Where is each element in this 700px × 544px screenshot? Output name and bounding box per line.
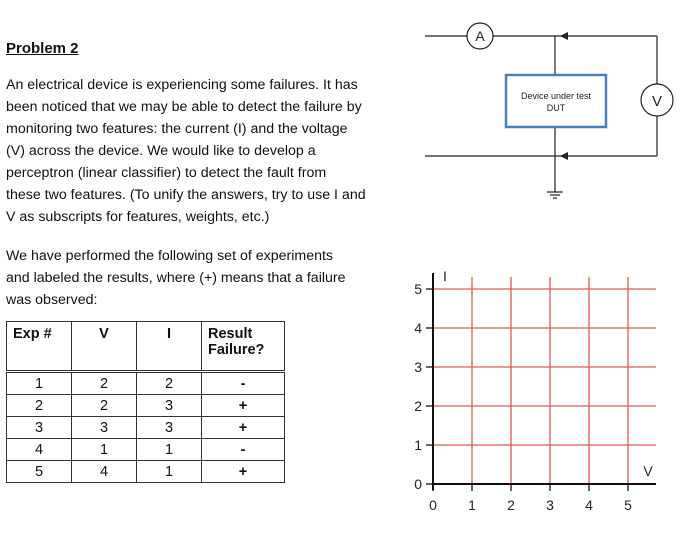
experiments-intro — [6, 245, 416, 311]
cell-i: 3 — [137, 417, 202, 439]
y-tick-label: 2 — [414, 398, 422, 414]
text-line: V as subscripts for features, weights, etc.) — [6, 209, 270, 225]
y-tick-label: 0 — [414, 476, 422, 492]
tick-marks — [414, 281, 632, 513]
table-row — [7, 417, 285, 439]
voltmeter-label: V — [651, 93, 663, 110]
ammeter-label: A — [475, 28, 485, 44]
arrow-icon — [560, 152, 568, 160]
x-tick-label: 4 — [585, 497, 593, 513]
cell-exp: 1 — [7, 372, 72, 395]
y-axis-label: I — [443, 268, 447, 284]
header-result: Result Failure? — [202, 322, 285, 372]
cell-exp: 5 — [7, 461, 72, 483]
text-line: been noticed that we may be able to detect the failure by — [6, 99, 362, 115]
cell-v: 2 — [72, 395, 137, 417]
cell-result: + — [202, 417, 285, 439]
text-line: (V) across the device. We would like to develop a — [6, 143, 316, 159]
y-tick-label: 4 — [414, 320, 422, 336]
table-row — [7, 461, 285, 483]
cell-i: 1 — [137, 461, 202, 483]
y-tick-label: 1 — [414, 437, 422, 453]
arrow-icon — [560, 32, 568, 40]
cell-i: 3 — [137, 395, 202, 417]
table-row — [7, 439, 285, 461]
cell-result: - — [202, 439, 285, 461]
x-tick-label: 5 — [624, 497, 632, 513]
y-tick-label: 3 — [414, 359, 422, 375]
device-under-test-box — [506, 75, 606, 127]
table-row — [7, 372, 285, 395]
text-line: An electrical device is experiencing some failures. It has — [6, 77, 358, 93]
text-line: monitoring two features: the current (I) and the voltage — [6, 121, 348, 137]
cell-result: + — [202, 461, 285, 483]
table-row — [7, 395, 285, 417]
cell-v: 4 — [72, 461, 137, 483]
axes — [433, 273, 656, 490]
x-tick-label: 0 — [429, 497, 437, 513]
problem-description — [6, 74, 416, 228]
x-tick-label: 3 — [546, 497, 554, 513]
cell-i: 2 — [137, 372, 202, 395]
text-line: was observed: — [6, 292, 98, 308]
answer-grid-chart — [395, 262, 685, 528]
cell-exp: 3 — [7, 417, 72, 439]
circuit-diagram — [420, 20, 690, 200]
text-line: and labeled the results, where (+) means that a failure — [6, 270, 346, 286]
text-line: these two features. (To unify the answers, try to use I and — [6, 187, 366, 203]
cell-v: 3 — [72, 417, 137, 439]
cell-result: + — [202, 395, 285, 417]
cell-v: 1 — [72, 439, 137, 461]
header-v: V — [72, 322, 137, 372]
x-tick-label: 2 — [507, 497, 515, 513]
device-label-line1: Device under test — [520, 91, 592, 101]
cell-exp: 2 — [7, 395, 72, 417]
text-line: We have performed the following set of experiments — [6, 248, 334, 264]
cell-exp: 4 — [7, 439, 72, 461]
table-header-row — [7, 322, 285, 372]
header-exp: Exp # — [7, 322, 72, 372]
y-tick-label: 5 — [414, 281, 422, 297]
header-i: I — [137, 322, 202, 372]
x-tick-label: 1 — [468, 497, 476, 513]
x-axis-label: V — [643, 463, 653, 479]
grid-lines — [433, 277, 656, 484]
device-label-line2: DUT — [546, 103, 566, 113]
cell-result: - — [202, 372, 285, 395]
cell-i: 1 — [137, 439, 202, 461]
experiments-table — [6, 321, 285, 483]
problem-title: Problem 2 — [6, 40, 79, 57]
cell-v: 2 — [72, 372, 137, 395]
text-line: perceptron (linear classifier) to detect the fault from — [6, 165, 327, 181]
